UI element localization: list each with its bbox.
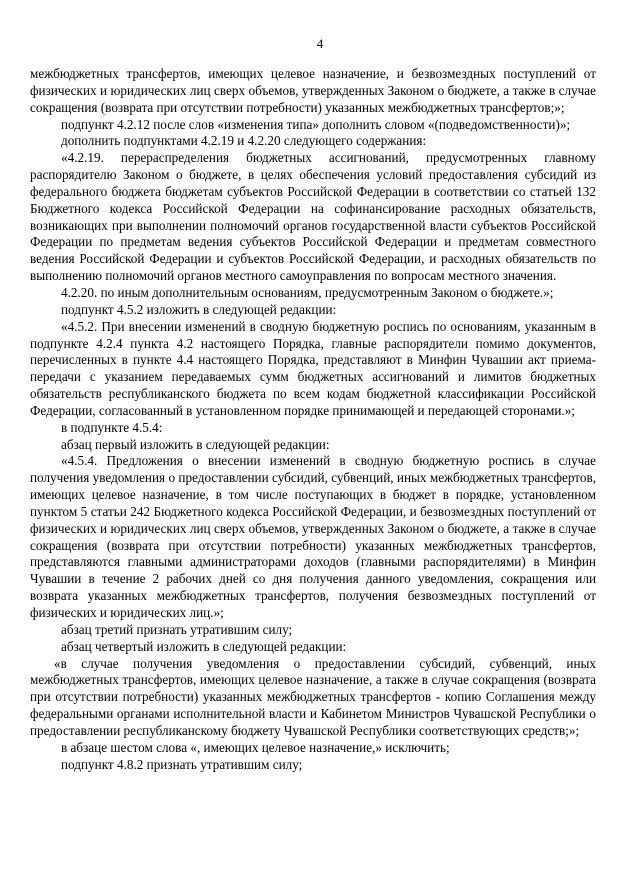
document-body (30, 66, 596, 773)
paragraph-amend-4-5-2: подпункт 4.5.2 изложить в следующей редакции: (61, 301, 337, 317)
paragraph-4-5-2: «4.5.2. При внесении изменений в сводную бюджетную роспись по основаниям, указанным в подпункте 4.2.4 пункта 4.2 настоящего Порядка, главные распорядители помимо документов, перечисленных в пункте 4.4 настоящего Порядка, представляют в Минфин Чувашии акт приема-передачи с указанием передаваемых сумм бюджетных ассигнований и лимитов бюджетных обязательств республиканского бюджета по всем кодам бюджетной классификации Российской Федерации, согласованный в установленном порядке принимающей и передающей сторонами.»; (30, 318, 596, 418)
paragraph-third-abzac: абзац третий признать утратившим силу; (61, 621, 293, 637)
paragraph-quote-soglashenie: «в случае получения уведомления о предоставлении субсидий, субвенций, иных межбюджетных трансфертов, имеющих целевое назначение, а также в случае сокращения (возврата при отсутствии потребности) указанных межбюджетных трансфертов - копию Соглашения между федеральными органами исполнительной власти и Кабинетом Министров Чувашской Республики о предоставлении республиканскому бюджету Чувашской Республики соответствующих средств;»; (30, 655, 596, 738)
paragraph-sixth-abzac: в абзаце шестом слова «, имеющих целевое назначение,» исключить; (61, 739, 450, 755)
paragraph-amend-4-2-12: подпункт 4.2.12 после слов «изменения типа» дополнить словом «(подведомственности)»; (61, 116, 571, 132)
paragraph-add-subpoints: дополнить подпунктами 4.2.19 и 4.2.20 следующего содержания: (61, 133, 427, 149)
paragraph-4-2-19: «4.2.19. перераспределения бюджетных ассигнований, предусмотренных главному распорядителю Законом о бюджете, в целях обеспечения условий предоставления субсидий из федерального бюджета бюджетам субъектов Российской Федерации в соответствии со статьей 132 Бюджетного кодекса Российской Федерации на софинансирование расходных обязательств, возникающих при выполнении полномочий органов государственной власти субъектов Российской Федерации по предметам ведения субъектов Российской Федерации и предметам совместного ведения Российской Федерации и субъектов Российской Федерации, и расходных обязательств по выполнению полномочий органов местного самоуправления по вопросам местного значения. (30, 150, 596, 284)
paragraph-first-abzac: абзац первый изложить в следующей редакции: (61, 436, 330, 452)
paragraph-continuation: межбюджетных трансфертов, имеющих целевое назначение, и безвозмездных поступлений от физических и юридических лиц сверх объемов, утвержденных Законом о бюджете, а также в случае сокращения (возврата при отсутствии потребности) указанных межбюджетных трансфертов;»; (30, 66, 596, 115)
paragraph-in-4-5-4: в подпункте 4.5.4: (61, 419, 163, 435)
paragraph-4-8-2: подпункт 4.8.2 признать утратившим силу; (61, 756, 303, 772)
page-number: 4 (316, 36, 324, 51)
paragraph-fourth-abzac: абзац четвертый изложить в следующей редакции: (61, 638, 347, 654)
paragraph-4-5-4: «4.5.4. Предложения о внесении изменений в сводную бюджетную роспись в случае получения уведомления о предоставлении субсидий, субвенций, иных межбюджетных трансфертов, имеющих целевое назначение, в том числе поступающих в бюджет в порядке, установленном пунктом 5 статьи 242 Бюджетного кодекса Российской Федерации, и безвозмездных поступлений от физических и юридических лиц сверх объемов, утвержденных Законом о бюджете, а также в случае сокращения (возврата при отсутствии потребности) указанных межбюджетных трансфертов, представляются главными администраторами доходов (главными распорядителями) в Минфин Чувашии в течение 2 рабочих дней со дня получения данного уведомления, сокращения или возврата указанных межбюджетных трансфертов, получения безвозмездных поступлений от физических и юридических лиц.»; (30, 453, 596, 620)
paragraph-4-2-20: 4.2.20. по иным дополнительным основаниям, предусмотренным Законом о бюджете.»; (61, 284, 554, 300)
